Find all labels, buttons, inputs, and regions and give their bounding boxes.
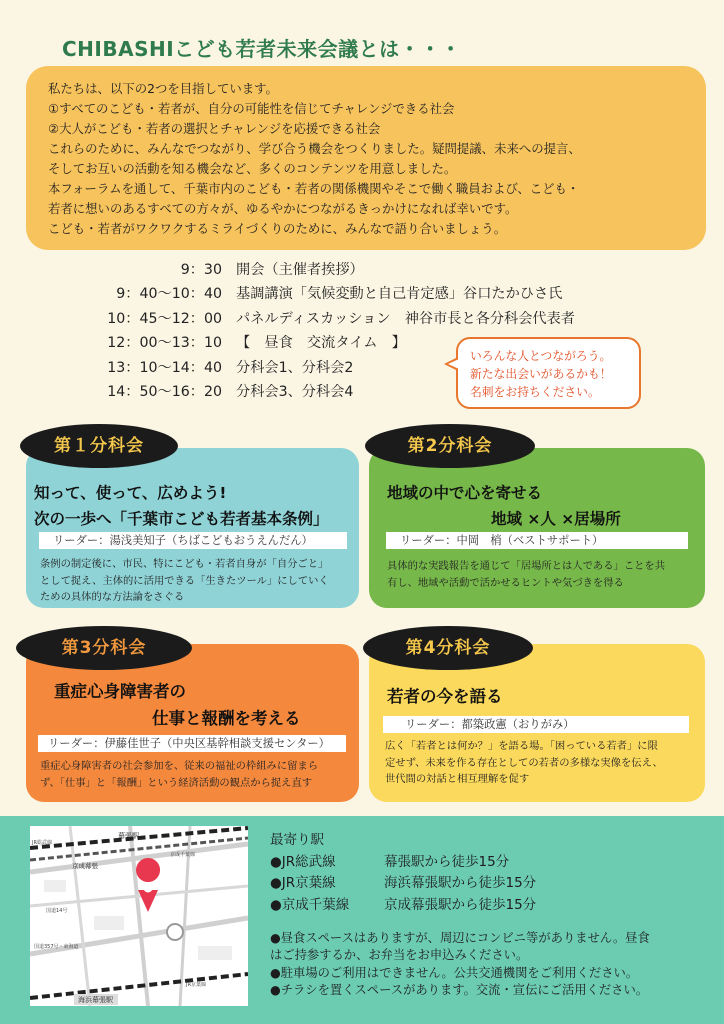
- note-line: ●昼食スペースはありますが、周辺にコンビニ等がありません。昼食: [270, 931, 650, 945]
- station-line: ●JR京葉線: [270, 875, 336, 891]
- map-label: JR総武線: [32, 840, 52, 846]
- bubble-line: いろんな人とつながろう。: [470, 349, 612, 363]
- map-graphic: [30, 826, 248, 1006]
- session-2-leader: リーダー：中岡 梢（ベストサポート）: [386, 532, 688, 549]
- map-label: 国道14号: [46, 908, 68, 914]
- intro-line: 私たちは、以下の2つを目指しています。: [48, 81, 278, 96]
- schedule-item: 【 昼食 交流タイム 】: [236, 335, 406, 352]
- intro-box: [26, 66, 706, 250]
- station-info: 海浜幕張駅から徒歩15分: [384, 875, 537, 891]
- session-2-label: 第2分科会: [365, 424, 535, 468]
- intro-line: こども・若者がワクワクするミライづくりのために、みんなで語り合いましょう。: [48, 221, 507, 236]
- intro-line: そしてお互いの活動を知る機会など、多くのコンテンツを用意しました。: [48, 161, 457, 176]
- schedule-time: 10：45～12：00: [107, 310, 222, 327]
- area-map: [30, 826, 248, 1006]
- access-heading: 最寄り駅: [270, 832, 324, 848]
- session-2-title: 地域の中で心を寄せる 地域 ×人 ×居場所: [387, 484, 621, 528]
- station-line: ●JR総武線: [270, 853, 336, 870]
- schedule-row: [74, 258, 575, 282]
- intro-line: ②大人がこども・若者の選択とチャレンジを応援できる社会: [48, 121, 381, 136]
- schedule-item: パネルディスカッション 神谷市長と各分科会代表者: [236, 310, 575, 327]
- session-2-description: 具体的な実践報告を通じて「居場所とは人である」ことを共 有し、地域や活動で活かせるヒントや気づきを得る: [387, 560, 666, 589]
- session-3-title: 重症心身障害者の 仕事と報酬を考える: [54, 682, 301, 728]
- schedule-item: 分科会1、分科会2: [236, 359, 354, 376]
- bubble-line: 新たな出会いがあるかも！: [470, 367, 612, 381]
- networking-speech-bubble: [456, 337, 641, 409]
- note-line: ●チラシを置くスペースがあります。交流・宣伝にご活用ください。: [270, 982, 649, 997]
- station-info: 京成幕張駅から徒歩15分: [384, 896, 537, 913]
- schedule-item: 基調講演「気候変動と自己肯定感」谷口たかひさ氏: [236, 286, 563, 303]
- map-label: 幕張駅: [118, 832, 139, 840]
- notes: [270, 930, 650, 999]
- session-1-leader: リーダー：湯浅美知子（ちばこどもおうえんだん）: [39, 532, 347, 549]
- intro-line: ①すべてのこども・若者が、自分の可能性を信じてチャレンジできる社会: [48, 101, 455, 116]
- schedule-time: 12：00～13：10: [107, 335, 222, 352]
- session-1-card: [26, 448, 359, 608]
- access-info: [270, 830, 536, 916]
- location-pin-icon: [136, 858, 160, 882]
- map-label: 京成千葉線: [170, 852, 196, 858]
- session-3-leader: リーダー：伊藤佳世子（中央区基幹相談支援センター）: [38, 735, 346, 752]
- intro-line: これらのために、みんなでつながり、学び合う機会をつくりました。疑問提議、未来への提言、: [48, 141, 581, 156]
- session-4-title: 若者の今を語る: [387, 687, 503, 706]
- station-row: [270, 873, 536, 895]
- page-title: CHIBASHIこども若者未来会議とは・・・: [62, 37, 462, 61]
- station-row: [270, 852, 536, 874]
- session-1-title: 知って、使って、広めよう! 次の一歩へ「千葉市こども若者基本条例」: [34, 484, 329, 528]
- session-2-card: [369, 448, 705, 608]
- note-line: はご持参するか、お弁当をお申込みください。: [270, 948, 529, 963]
- station-info: 幕張駅から徒歩15分: [384, 853, 510, 870]
- session-3-label: 第3分科会: [16, 626, 192, 670]
- bubble-line: 名刺をお持ちください。: [470, 385, 600, 399]
- note-line: ●駐車場のご利用はできません。公共交通機関をご利用ください。: [270, 965, 639, 980]
- schedule-time: 14：50～16：20: [107, 384, 222, 401]
- schedule-time: 9：30: [180, 262, 222, 278]
- session-3-description: 重症心身障害者の社会参加を、従来の福祉の枠組みに留まら ず、「仕事」と「報酬」という経済活動の観点から捉え直す: [40, 760, 319, 789]
- schedule-time: 9：40～10：40: [116, 286, 222, 303]
- station-row: [270, 895, 536, 917]
- session-4-description: 広く「若者とは何か？」を語る場。「困っている若者」に限 定せず、未来を作る存在としての若者の多様な実像を伝え、 世代間の対話と相互理解を促す: [385, 740, 663, 785]
- map-label: 海浜幕張駅: [78, 996, 113, 1004]
- schedule-row: [74, 282, 575, 306]
- session-1-label: 第１分科会: [20, 424, 178, 468]
- station-line: ●京成千葉線: [270, 896, 350, 913]
- map-label: JR京葉線: [186, 982, 206, 988]
- schedule-row: [74, 307, 575, 331]
- session-4-leader: リーダー：都築政憲（おりがみ）: [383, 716, 689, 733]
- session-1-description: 条例の制定後に、市民、特にこども・若者自身が「自分ごと」 として捉え、主体的に活用できる「生きたツール」にしていく ための具体的な方法論をさぐる: [40, 558, 329, 603]
- map-label: 京成幕張: [72, 862, 98, 870]
- session-4-label: 第4分科会: [363, 626, 533, 670]
- schedule-item: 開会（主催者挨拶）: [236, 262, 364, 278]
- intro-line: 若者に想いのあるすべての方々が、ゆるやかにつながるきっかけになれば幸いです。: [48, 201, 518, 216]
- schedule-time: 13：10～14：40: [107, 359, 222, 376]
- schedule-item: 分科会3、分科会4: [236, 384, 354, 401]
- intro-line: 本フォーラムを通して、千葉市内のこども・若者の関係機関やそこで働く職員および、こども・: [48, 181, 580, 196]
- map-label: 国道357号・東海道: [34, 944, 79, 950]
